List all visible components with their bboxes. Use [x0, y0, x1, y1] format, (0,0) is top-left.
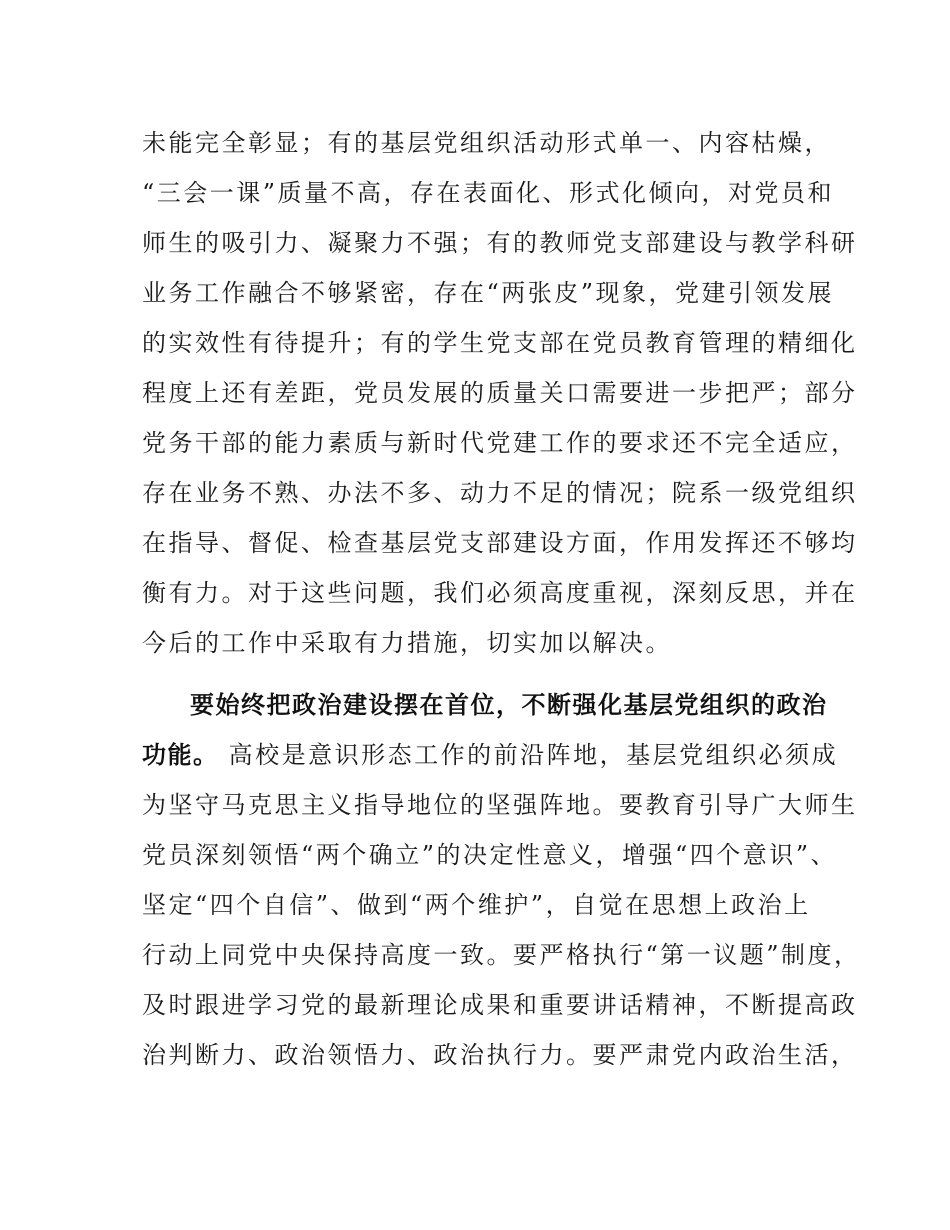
- paragraph-heading: 要始终把政治建设摆在首位，不断强化基层党组织的政治: [190, 691, 828, 719]
- body-text: 高校是意识形态工作的前沿阵地，基层党组织必须成: [218, 741, 839, 769]
- text-line: “三会一课”质量不高，存在表面化、形式化倾向，对党员和: [142, 179, 835, 207]
- text-line: 师生的吸引力、凝聚力不强；有的教师党支部建设与教学科研: [142, 229, 858, 257]
- text-line: 党务干部的能力素质与新时代党建工作的要求还不完全适应，: [142, 429, 858, 457]
- text-line: 治判断力、政治领悟力、政治执行力。要严肃党内政治生活，: [142, 1041, 858, 1069]
- text-line: 衡有力。对于这些问题，我们必须高度重视，深刻反思，并在: [142, 579, 858, 607]
- text-line: 程度上还有差距，党员发展的质量关口需要进一步把严；部分: [142, 379, 858, 407]
- paragraph-political-building: [142, 680, 861, 1080]
- text-line: 党员深刻领悟“两个确立”的决定性意义，增强“四个意识”、: [142, 841, 838, 869]
- text-line: 今后的工作中采取有力措施，切实加以解决。: [142, 629, 672, 657]
- paragraph-problems: [142, 118, 858, 668]
- text-line: 行动上同党中央保持高度一致。要严格执行“第一议题”制度，: [142, 941, 861, 969]
- text-line: 及时跟进学习党的最新理论成果和重要讲话精神，不断提高政: [142, 991, 858, 1019]
- text-line: 未能完全彰显；有的基层党组织活动形式单一、内容枯燥，: [142, 129, 831, 157]
- text-line: 为坚守马克思主义指导地位的坚强阵地。要教育引导广大师生: [142, 791, 858, 819]
- text-line: 业务工作融合不够紧密，存在“两张皮”现象，党建引领发展: [142, 279, 835, 307]
- text-line: 坚定“四个自信”、做到“两个维护”，自觉在思想上政治上: [142, 891, 811, 919]
- text-line: 存在业务不熟、办法不多、动力不足的情况；院系一级党组织: [142, 479, 858, 507]
- text-line: 在指导、督促、检查基层党支部建设方面，作用发挥还不够均: [142, 529, 858, 557]
- text-line: 的实效性有待提升；有的学生党支部在党员教育管理的精细化: [142, 329, 858, 357]
- heading-line: [142, 680, 828, 730]
- paragraph-heading-end: 功能。: [142, 741, 219, 769]
- text-line: [142, 730, 839, 780]
